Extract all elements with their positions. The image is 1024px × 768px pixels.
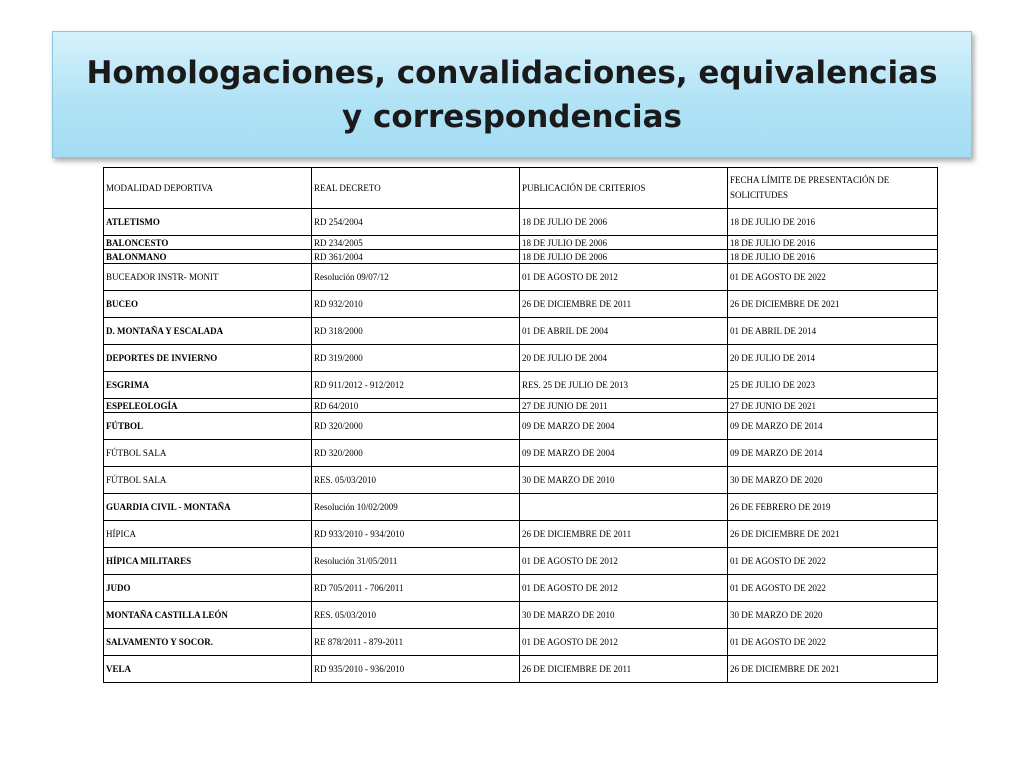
- decreto-cell: Resolución 09/07/12: [312, 264, 520, 291]
- modalidad-cell: FÚTBOL SALA: [104, 440, 312, 467]
- table-row: [104, 318, 938, 345]
- table-row: [104, 250, 938, 264]
- modalidad-cell: MONTAÑA CASTILLA LEÓN: [104, 602, 312, 629]
- table-row: [104, 209, 938, 236]
- publicacion-cell: 09 DE MARZO DE 2004: [520, 440, 728, 467]
- table-row: [104, 236, 938, 250]
- modalidad-cell: ESGRIMA: [104, 372, 312, 399]
- fecha-limite-cell: 01 DE AGOSTO DE 2022: [728, 264, 938, 291]
- table-row: [104, 291, 938, 318]
- publicacion-cell: 26 DE DICIEMBRE DE 2011: [520, 656, 728, 683]
- table-row: [104, 629, 938, 656]
- decreto-cell: Resolución 31/05/2011: [312, 548, 520, 575]
- fecha-limite-cell: 01 DE ABRIL DE 2014: [728, 318, 938, 345]
- modalidad-cell: D. MONTAÑA Y ESCALADA: [104, 318, 312, 345]
- publicacion-cell: 18 DE JULIO DE 2006: [520, 250, 728, 264]
- fecha-limite-cell: 18 DE JULIO DE 2016: [728, 209, 938, 236]
- decreto-cell: RD 932/2010: [312, 291, 520, 318]
- decreto-cell: RD 933/2010 - 934/2010: [312, 521, 520, 548]
- fecha-limite-cell: 26 DE DICIEMBRE DE 2021: [728, 521, 938, 548]
- modalidad-cell: BUCEADOR INSTR- MONIT: [104, 264, 312, 291]
- modalidad-cell: ATLETISMO: [104, 209, 312, 236]
- publicacion-cell: 01 DE AGOSTO DE 2012: [520, 629, 728, 656]
- decreto-cell: RES. 05/03/2010: [312, 602, 520, 629]
- decreto-cell: RD 254/2004: [312, 209, 520, 236]
- publicacion-cell: 01 DE AGOSTO DE 2012: [520, 548, 728, 575]
- decreto-cell: Resolución 10/02/2009: [312, 494, 520, 521]
- modalidad-cell: FÚTBOL: [104, 413, 312, 440]
- modalidad-cell: GUARDIA CIVIL - MONTAÑA: [104, 494, 312, 521]
- decreto-cell: RD 911/2012 - 912/2012: [312, 372, 520, 399]
- fecha-limite-cell: 30 DE MARZO DE 2020: [728, 467, 938, 494]
- modalidad-cell: VELA: [104, 656, 312, 683]
- modalidad-cell: JUDO: [104, 575, 312, 602]
- publicacion-cell: 27 DE JUNIO DE 2011: [520, 399, 728, 413]
- header-cell: REAL DECRETO: [312, 168, 520, 209]
- decreto-cell: RD 234/2005: [312, 236, 520, 250]
- decreto-cell: RD 320/2000: [312, 440, 520, 467]
- fecha-limite-cell: 09 DE MARZO DE 2014: [728, 413, 938, 440]
- table-header-row: [104, 168, 938, 209]
- table-row: [104, 399, 938, 413]
- modalidad-cell: HÍPICA MILITARES: [104, 548, 312, 575]
- publicacion-cell: [520, 494, 728, 521]
- modalidad-cell: SALVAMENTO Y SOCOR.: [104, 629, 312, 656]
- criteria-table: [103, 167, 938, 683]
- header-cell: FECHA LÍMITE DE PRESENTACIÓN DE SOLICITUDES: [728, 168, 938, 209]
- decreto-cell: RE 878/2011 - 879-2011: [312, 629, 520, 656]
- modalidad-cell: HÍPICA: [104, 521, 312, 548]
- fecha-limite-cell: 26 DE FEBRERO DE 2019: [728, 494, 938, 521]
- table-row: [104, 264, 938, 291]
- fecha-limite-cell: 01 DE AGOSTO DE 2022: [728, 575, 938, 602]
- fecha-limite-cell: 09 DE MARZO DE 2014: [728, 440, 938, 467]
- table-row: [104, 602, 938, 629]
- decreto-cell: RD 320/2000: [312, 413, 520, 440]
- publicacion-cell: 09 DE MARZO DE 2004: [520, 413, 728, 440]
- fecha-limite-cell: 01 DE AGOSTO DE 2022: [728, 548, 938, 575]
- fecha-limite-cell: 30 DE MARZO DE 2020: [728, 602, 938, 629]
- publicacion-cell: 01 DE AGOSTO DE 2012: [520, 575, 728, 602]
- fecha-limite-cell: 26 DE DICIEMBRE DE 2021: [728, 656, 938, 683]
- decreto-cell: RES. 05/03/2010: [312, 467, 520, 494]
- table-row: [104, 575, 938, 602]
- table-row: [104, 494, 938, 521]
- decreto-cell: RD 361/2004: [312, 250, 520, 264]
- decreto-cell: RD 935/2010 - 936/2010: [312, 656, 520, 683]
- modalidad-cell: BALONMANO: [104, 250, 312, 264]
- table-row: [104, 345, 938, 372]
- decreto-cell: RD 705/2011 - 706/2011: [312, 575, 520, 602]
- modalidad-cell: BUCEO: [104, 291, 312, 318]
- publicacion-cell: 26 DE DICIEMBRE DE 2011: [520, 291, 728, 318]
- decreto-cell: RD 318/2000: [312, 318, 520, 345]
- fecha-limite-cell: 01 DE AGOSTO DE 2022: [728, 629, 938, 656]
- publicacion-cell: 01 DE ABRIL DE 2004: [520, 318, 728, 345]
- publicacion-cell: 18 DE JULIO DE 2006: [520, 236, 728, 250]
- fecha-limite-cell: 18 DE JULIO DE 2016: [728, 250, 938, 264]
- table-row: [104, 656, 938, 683]
- decreto-cell: RD 319/2000: [312, 345, 520, 372]
- header-cell: MODALIDAD DEPORTIVA: [104, 168, 312, 209]
- modalidad-cell: BALONCESTO: [104, 236, 312, 250]
- modalidad-cell: ESPELEOLOGÍA: [104, 399, 312, 413]
- publicacion-cell: 18 DE JULIO DE 2006: [520, 209, 728, 236]
- modalidad-cell: FÚTBOL SALA: [104, 467, 312, 494]
- slide-title: Homologaciones, convalidaciones, equivalencias y correspondencias: [86, 54, 938, 135]
- decreto-cell: RD 64/2010: [312, 399, 520, 413]
- table-row: [104, 413, 938, 440]
- publicacion-cell: 26 DE DICIEMBRE DE 2011: [520, 521, 728, 548]
- table-row: [104, 467, 938, 494]
- modalidad-cell: DEPORTES DE INVIERNO: [104, 345, 312, 372]
- publicacion-cell: 01 DE AGOSTO DE 2012: [520, 264, 728, 291]
- table-row: [104, 548, 938, 575]
- fecha-limite-cell: 18 DE JULIO DE 2016: [728, 236, 938, 250]
- publicacion-cell: 30 DE MARZO DE 2010: [520, 602, 728, 629]
- fecha-limite-cell: 27 DE JUNIO DE 2021: [728, 399, 938, 413]
- fecha-limite-cell: 26 DE DICIEMBRE DE 2021: [728, 291, 938, 318]
- header-cell: PUBLICACIÓN DE CRITERIOS: [520, 168, 728, 209]
- fecha-limite-cell: 25 DE JULIO DE 2023: [728, 372, 938, 399]
- table-row: [104, 440, 938, 467]
- title-banner: [52, 31, 972, 158]
- table-row: [104, 372, 938, 399]
- table-row: [104, 521, 938, 548]
- publicacion-cell: 30 DE MARZO DE 2010: [520, 467, 728, 494]
- publicacion-cell: RES. 25 DE JULIO DE 2013: [520, 372, 728, 399]
- fecha-limite-cell: 20 DE JULIO DE 2014: [728, 345, 938, 372]
- publicacion-cell: 20 DE JULIO DE 2004: [520, 345, 728, 372]
